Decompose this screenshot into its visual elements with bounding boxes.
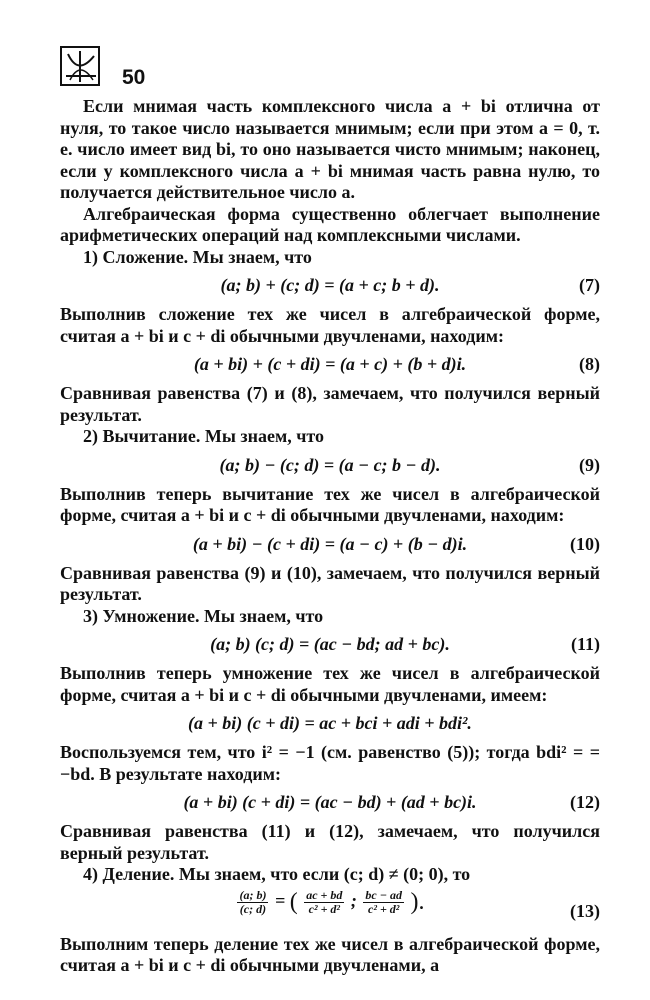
item-subtraction: 2) Вычитание. Мы знаем, что: [83, 426, 325, 446]
chapter-logo-icon: [60, 46, 100, 86]
equation-10: [60, 530, 600, 560]
paragraph-multiplication-algebraic: Выполнив теперь умножение тех же чисел в алгебраической форме, считая a + bi и c + di обычными двучленами, имеем:: [60, 663, 600, 705]
paragraph-algebraic-form: Алгебраическая форма существенно облегчает выполнение арифметических операций над комплексными числами.: [60, 203, 600, 245]
lhs-numerator: (a; b): [239, 887, 267, 902]
equation-10-number: (10): [570, 533, 600, 554]
equation-9-formula: (a; b) − (c; d) = (a − c; b − d).: [219, 454, 441, 475]
equation-multiplication-formula: (a + bi) (c + di) = ac + bci + adi + bdi².: [188, 713, 472, 733]
paragraph-compare-11-12: Сравнивая равенства (11) и (12), замечаем, что получился верный результат.: [60, 821, 600, 863]
lhs-fraction: [237, 889, 268, 916]
lhs-denominator: (c; d): [239, 901, 267, 916]
equation-8: [60, 350, 600, 380]
paragraph-compare-9-10: Сравнивая равенства (9) и (10), замечаем, что получился верный результат.: [60, 562, 600, 604]
equation-12-number: (12): [570, 792, 600, 812]
imag-part-denominator: c² + d²: [368, 901, 400, 916]
equation-multiplication-expanded: [60, 709, 600, 739]
equation-8-number: (8): [579, 354, 600, 374]
equation-13-number: (13): [570, 900, 600, 921]
equation-9-number: (9): [579, 454, 600, 475]
equation-9: [60, 451, 600, 481]
equation-7-formula: (a; b) + (c; d) = (a + c; b + d).: [220, 275, 440, 295]
equals-sign: =: [274, 890, 286, 911]
equation-8-formula: (a + bi) + (c + di) = (a + c) + (b + d)i.: [193, 354, 467, 374]
item-multiplication: 3) Умножение. Мы знаем, что: [83, 605, 324, 626]
equation-11-formula: (a; b) (c; d) = (ac − bd; ad + bc).: [210, 634, 450, 654]
equation-12: [60, 788, 600, 818]
separator: ;: [350, 890, 357, 911]
open-paren: (: [289, 888, 298, 915]
equation-11: [60, 630, 600, 660]
page-header: [60, 46, 600, 96]
paragraph-division-algebraic: Выполним теперь деление тех же чисел в алгебраической форме, считая a + bi и c + di обычными двучленами, а: [60, 933, 600, 975]
imag-part-fraction: [363, 889, 404, 916]
paragraph-subtraction-algebraic: Выполнив теперь вычитание тех же чисел в алгебраической форме, считая a + bi и c + di обычными двучленами, находим:: [60, 483, 600, 525]
equation-12-formula: (a + bi) (c + di) = (ac − bd) + (ad + bc)i.: [183, 792, 477, 812]
equation-10-formula: (a + bi) − (c + di) = (a − c) + (b − d)i.: [192, 533, 468, 554]
equation-13: [60, 889, 600, 931]
paragraph-imaginary-definition: Если мнимая часть комплексного числа a + bi отлична от нуля, то такое число называется мнимым; если при этом a = 0, т. е. число имеет вид bi, то оно называется чисто мнимым; наконец, если у комплексного числа a + bi мнимая часть равна нулю, то получается действительное число a.: [60, 96, 600, 202]
page-number: 50: [122, 66, 146, 89]
paragraph-i-squared: Воспользуемся тем, что i² = −1 (см. равенство (5)); тогда bdi² = = −bd. В результате находим:: [60, 742, 600, 784]
paragraph-addition-algebraic: Выполнив сложение тех же чисел в алгебраической форме, считая a + bi и c + di обычными двучленами, находим:: [60, 304, 600, 346]
equation-13-formula: [60, 889, 600, 916]
equation-11-number: (11): [571, 634, 600, 654]
paragraph-compare-7-8: Сравнивая равенства (7) и (8), замечаем, что получился верный результат.: [60, 383, 600, 425]
equation-7-number: (7): [579, 275, 600, 295]
real-part-numerator: ac + bd: [306, 887, 343, 902]
close-paren: ).: [410, 888, 425, 915]
equation-7: [60, 271, 600, 301]
real-part-fraction: [304, 889, 344, 916]
imag-part-numerator: bc − ad: [365, 887, 403, 902]
page: [60, 46, 600, 977]
real-part-denominator: c² + d²: [308, 901, 340, 916]
item-addition: 1) Сложение. Мы знаем, что: [83, 246, 312, 267]
item-division: 4) Деление. Мы знаем, что если (c; d) ≠ (0; 0), то: [83, 864, 471, 884]
